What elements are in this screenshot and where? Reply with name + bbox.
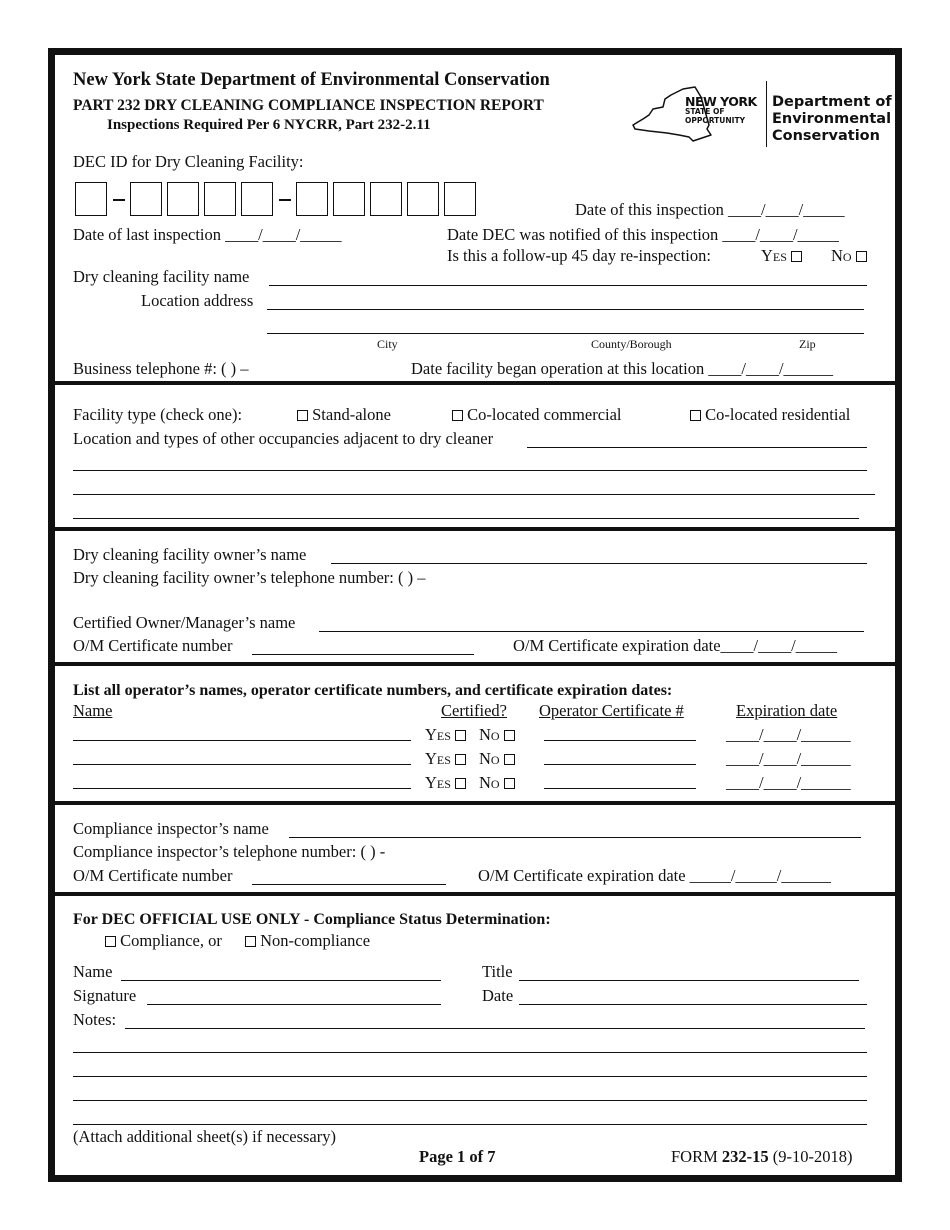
inspector-cert-number-label: O/M Certificate number [73,866,233,885]
facility-type-label: Facility type (check one): [73,405,243,424]
dec-id-box-2[interactable] [130,182,162,216]
inspector-cert-expiration[interactable]: O/M Certificate expiration date _____/_____/______ [478,866,831,885]
date-this-inspection[interactable]: Date of this inspection ____/____/_____ [575,200,845,219]
logo-separator [766,81,767,147]
logo-dept-line2: Environmental [772,111,892,127]
operator-expiration-date[interactable]: ____/____/______ [726,749,851,768]
official-name-label: Name [73,962,113,981]
business-telephone[interactable]: Business telephone #: ( ) – [73,359,249,378]
form-number: 232-15 [721,1147,769,1166]
attach-note: (Attach additional sheet(s) if necessary) [73,1127,336,1146]
official-notes-label: Notes: [73,1010,117,1029]
yes-label: Yes [425,749,451,768]
operator-cert-number-line[interactable] [544,740,696,741]
yes-label: Yes [425,773,451,792]
date-dec-notified[interactable]: Date DEC was notified of this inspection ____/____/_____ [447,225,839,244]
official-title-line[interactable] [519,980,859,981]
notes-line-5[interactable] [73,1124,867,1125]
official-date-line[interactable] [519,1004,867,1005]
logo-dept-line3: Conservation [772,128,880,144]
logo-opportunity: OPPORTUNITY [685,116,746,125]
facility-type-residential[interactable] [690,407,850,424]
zip-caption: Zip [799,337,816,351]
dec-id-box-3[interactable] [167,182,199,216]
inspector-name-label: Compliance inspector’s name [73,819,269,838]
dec-id-box-8[interactable] [370,182,402,216]
operators-title: List all operator’s names, operator certificate numbers, and certificate expiration dates: [73,682,673,699]
notes-line-3[interactable] [73,1076,867,1077]
dec-id-box-5[interactable] [241,182,273,216]
no-checkbox[interactable] [504,754,515,765]
operator-cert-number-line[interactable] [544,764,696,765]
facility-name-label: Dry cleaning facility name [73,267,250,286]
operator-expiration-date[interactable]: ____/____/______ [726,773,851,792]
county-caption: County/Borough [591,337,672,351]
yes-checkbox[interactable] [455,754,466,765]
date-last-inspection[interactable]: Date of last inspection ____/____/_____ [73,225,342,244]
dec-id-box-1[interactable] [75,182,107,216]
followup-yes[interactable] [761,248,802,265]
inspector-name-line[interactable] [289,837,861,838]
standalone-label: Stand-alone [312,405,391,424]
operator-name-line[interactable] [73,764,411,765]
adjacent-occupancies-line-3[interactable] [73,494,875,495]
facility-type-commercial[interactable] [452,407,622,424]
status-compliance[interactable] [105,933,222,950]
col-header-name: Name [73,701,113,720]
report-title: PART 232 DRY CLEANING COMPLIANCE INSPECTION REPORT [73,97,544,114]
dec-id-dash-1 [113,199,125,201]
om-cert-number-label: O/M Certificate number [73,636,233,655]
inspector-cert-number-line[interactable] [252,884,446,885]
inspector-telephone[interactable]: Compliance inspector’s telephone number: ( ) - [73,842,386,861]
facility-name-line[interactable] [269,285,867,286]
official-title-label: Title [482,962,513,981]
operator-certified-yes[interactable] [425,751,466,768]
logo-dept-line1: Department of [772,94,892,110]
location-address-line[interactable] [267,309,864,310]
yes-checkbox[interactable] [455,730,466,741]
adjacent-occupancies-line-4[interactable] [73,518,859,519]
notes-line-2[interactable] [73,1052,867,1053]
compliance-checkbox[interactable] [105,936,116,947]
noncompliance-checkbox[interactable] [245,936,256,947]
yes-checkbox[interactable] [455,778,466,789]
adjacent-occupancies-label: Location and types of other occupancies adjacent to dry cleaner [73,429,494,448]
followup-no-checkbox[interactable] [856,251,867,262]
section-divider-1 [55,381,895,385]
operator-certified-no[interactable] [479,775,515,792]
col-header-cert-number: Operator Certificate # [539,701,684,720]
dec-id-box-9[interactable] [407,182,439,216]
om-cert-number-line[interactable] [252,654,474,655]
report-subtitle: Inspections Required Per 6 NYCRR, Part 232-2.11 [107,117,431,133]
commercial-checkbox[interactable] [452,410,463,421]
owner-telephone[interactable]: Dry cleaning facility owner’s telephone number: ( ) – [73,568,426,587]
dec-id-label: DEC ID for Dry Cleaning Facility: [73,152,304,171]
noncompliance-label: Non-compliance [260,931,371,950]
form-id [671,1149,853,1166]
section-divider-4 [55,801,895,805]
official-use-title: For DEC OFFICIAL USE ONLY - Compliance Status Determination: [73,911,551,928]
operator-certified-yes[interactable] [425,727,466,744]
commercial-label: Co-located commercial [467,405,622,424]
residential-label: Co-located residential [705,405,851,424]
followup-question: Is this a follow-up 45 day re-inspection: [447,246,711,265]
location-address-line-2[interactable] [267,333,864,334]
notes-line-4[interactable] [73,1100,867,1101]
official-signature-line[interactable] [147,1004,441,1005]
dec-id-box-7[interactable] [333,182,365,216]
yes-label: Yes [425,725,451,744]
facility-type-standalone[interactable] [297,407,391,424]
operator-name-line[interactable] [73,788,411,789]
section-divider-2 [55,527,895,531]
official-signature-label: Signature [73,986,137,1005]
dec-id-box-6[interactable] [296,182,328,216]
page-number: Page 1 of 7 [419,1147,496,1166]
followup-yes-label: Yes [761,246,787,265]
date-began-operation[interactable]: Date facility began operation at this location ____/____/______ [411,359,834,378]
form-prefix: FORM [671,1147,722,1166]
no-label: No [479,725,500,744]
owner-manager-label: Certified Owner/Manager’s name [73,613,296,632]
agency-name: New York State Department of Environmental Conservation [73,70,550,90]
col-header-certified: Certified? [441,701,507,720]
owner-name-line[interactable] [331,563,867,564]
operator-cert-number-line[interactable] [544,788,696,789]
followup-no-label: No [831,246,852,265]
operator-certified-no[interactable] [479,727,515,744]
section-divider-3 [55,662,895,666]
dec-id-box-10[interactable] [444,182,476,216]
operator-certified-no[interactable] [479,751,515,768]
section-divider-5 [55,892,895,896]
dec-id-box-4[interactable] [204,182,236,216]
dec-id-dash-2 [279,199,291,201]
followup-yes-checkbox[interactable] [791,251,802,262]
logo-state-of: STATE OF [685,107,725,116]
location-address-label: Location address [141,291,254,310]
om-cert-expiration[interactable]: O/M Certificate expiration date____/____/_____ [513,636,837,655]
owner-manager-line[interactable] [319,631,864,632]
form-date: (9-10-2018) [768,1147,853,1166]
standalone-checkbox[interactable] [297,410,308,421]
no-checkbox[interactable] [504,778,515,789]
adjacent-occupancies-line-1[interactable] [527,447,867,448]
compliance-label: Compliance, or [120,931,222,950]
operator-certified-yes[interactable] [425,775,466,792]
residential-checkbox[interactable] [690,410,701,421]
col-header-expiration: Expiration date [736,701,838,720]
operator-name-line[interactable] [73,740,411,741]
status-noncompliance[interactable] [245,933,370,950]
owner-name-label: Dry cleaning facility owner’s name [73,545,307,564]
no-label: No [479,749,500,768]
followup-no[interactable] [831,248,867,265]
no-checkbox[interactable] [504,730,515,741]
no-label: No [479,773,500,792]
official-date-label: Date [482,986,514,1005]
form-frame [48,48,902,1182]
logo-new-york: NEW YORK [685,94,757,109]
notes-line-1[interactable] [125,1028,865,1029]
adjacent-occupancies-line-2[interactable] [73,470,867,471]
official-name-line[interactable] [121,980,441,981]
city-caption: City [377,337,398,351]
operator-expiration-date[interactable]: ____/____/______ [726,725,851,744]
